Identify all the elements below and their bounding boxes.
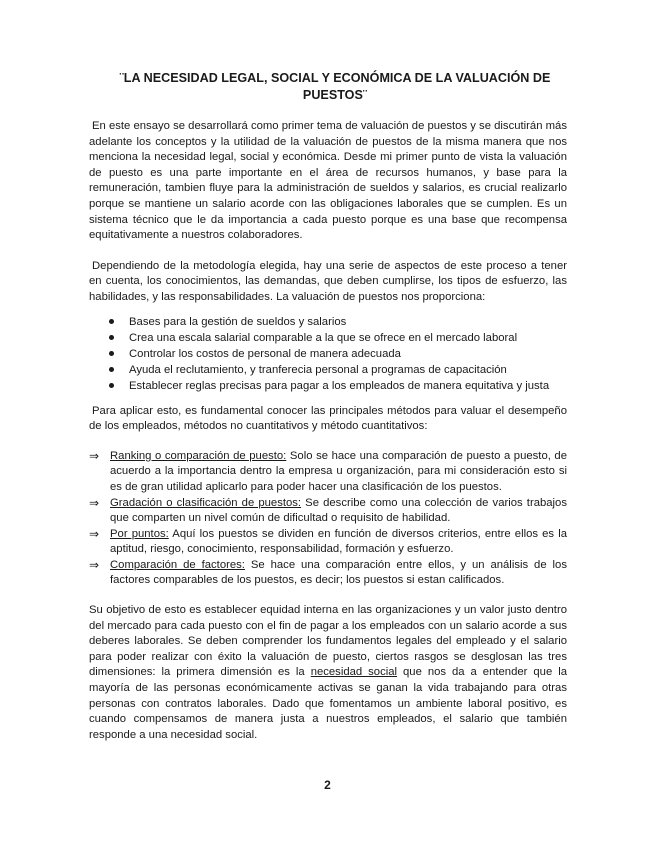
list-item: Establecer reglas precisas para pagar a los empleados de manera equitativa y justa — [109, 378, 567, 394]
method-description: Se hace una comparación entre ellos, y un análisis de los factores comparables de los puestos, es decir; los puestos si estan calificados. — [110, 558, 567, 587]
method-item-ranking — [89, 449, 567, 496]
bullet-icon — [109, 335, 114, 340]
method-term: Comparación de factores: — [110, 558, 245, 571]
list-item: Controlar los costos de personal de manera adecuada — [109, 346, 567, 362]
methodology-paragraph: Dependiendo de la metodología elegida, hay una serie de aspectos de este proceso a tener en cuenta, los conocimientos, las demandas, que deben cumplirse, los tipos de esfuerzo, las habilidades, y las responsabilidades. La valuación de puestos nos proporciona: — [89, 259, 567, 303]
methods-list — [89, 449, 567, 589]
page-number: 2 — [324, 778, 331, 792]
method-item-gradacion — [89, 496, 567, 527]
method-term: Ranking o comparación de puesto: — [110, 449, 287, 462]
benefits-list — [89, 314, 567, 395]
arrow-icon: ⇒ — [89, 495, 100, 510]
arrow-icon: ⇒ — [89, 557, 100, 572]
list-item: Bases para la gestión de sueldos y salarios — [109, 314, 567, 330]
page-title: ¨LA NECESIDAD LEGAL, SOCIAL Y ECONÓMICA DE LA VALUACIÓN DE PUESTOS¨ — [119, 71, 551, 102]
method-term: Gradación o clasificación de puestos: — [110, 496, 302, 509]
underlined-term: necesidad social — [310, 666, 398, 679]
bullet-icon — [109, 319, 114, 324]
list-item: Crea una escala salarial comparable a la que se ofrece en el mercado laboral — [109, 330, 567, 346]
arrow-icon: ⇒ — [89, 526, 100, 541]
method-term: Por puntos: — [110, 527, 169, 540]
arrow-icon: ⇒ — [89, 448, 100, 463]
method-item-factores — [89, 558, 567, 589]
conclusion-paragraph: Su objetivo de esto es establecer equidad interna en las organizaciones y un valor justo dentro del mercado para cada puesto con el fin de pagar a los empleados con un salario acorde a sus deberes laborales. Se deben comprender los fundamentos legales del empleado y el salario para poder realizar con éxito la valuación de puesto, ciertos rasgos se desglosan las tres dimensiones: la primera dimensión es la necesidad social que nos da a entender que la mayoría de las personas económicamente activas se ganan la vida trabajando para otras personas con contratos laborales. Dado que fomentamos un ambiente laboral positivo, es cuando compensamos de manera justa a nuestros empleados, el salario que también responde a una necesidad social. — [89, 604, 567, 741]
methods-intro-paragraph: Para aplicar esto, es fundamental conocer las principales métodos para valuar el desempeño de los empleados, métodos no cuantitativos y método cuantitativos: — [89, 404, 567, 433]
bullet-icon — [109, 383, 114, 388]
method-description: Solo se hace una comparación de puesto a puesto, de acuerdo a la importancia dentro la empresa u organización, para mi consideración esto si es de gran utilidad aplicarlo para poder hacer una clasificación de los puestos. — [110, 449, 567, 493]
method-description: Se describe como una colección de varios trabajos que comparten un nivel común de dificultad o requisito de habilidad. — [110, 496, 567, 525]
bullet-icon — [109, 367, 114, 372]
bullet-icon — [109, 351, 114, 356]
method-item-puntos — [89, 527, 567, 558]
list-item: Ayuda el reclutamiento, y tranferecia personal a programas de capacitación — [109, 362, 567, 378]
intro-paragraph: En este ensayo se desarrollará como primer tema de valuación de puestos y se discutirán más adelante los conceptos y la utilidad de la valuación de puestos de la misma manera que nos menciona la necesidad legal, social y económica. Desde mi primer punto de vista la valuación de puesto es una parte importante en el área de recursos humanos, y base para la remuneración, tambien fluye para la administración de sueldos y salarios, es crucial realizarlo porque se mantiene un salario acorde con las obligaciones laborales que se cumplen. Es un sistema técnico que le da importancia a cada puesto porque es una base que recompensa equitativamente a nuestros colaboradores. — [89, 120, 567, 242]
method-description: Aquí los puestos se dividen en función de diversos criterios, entre ellos es la aptitud, riesgo, conocimiento, responsabilidad, formación y esfuerzo. — [110, 527, 568, 556]
